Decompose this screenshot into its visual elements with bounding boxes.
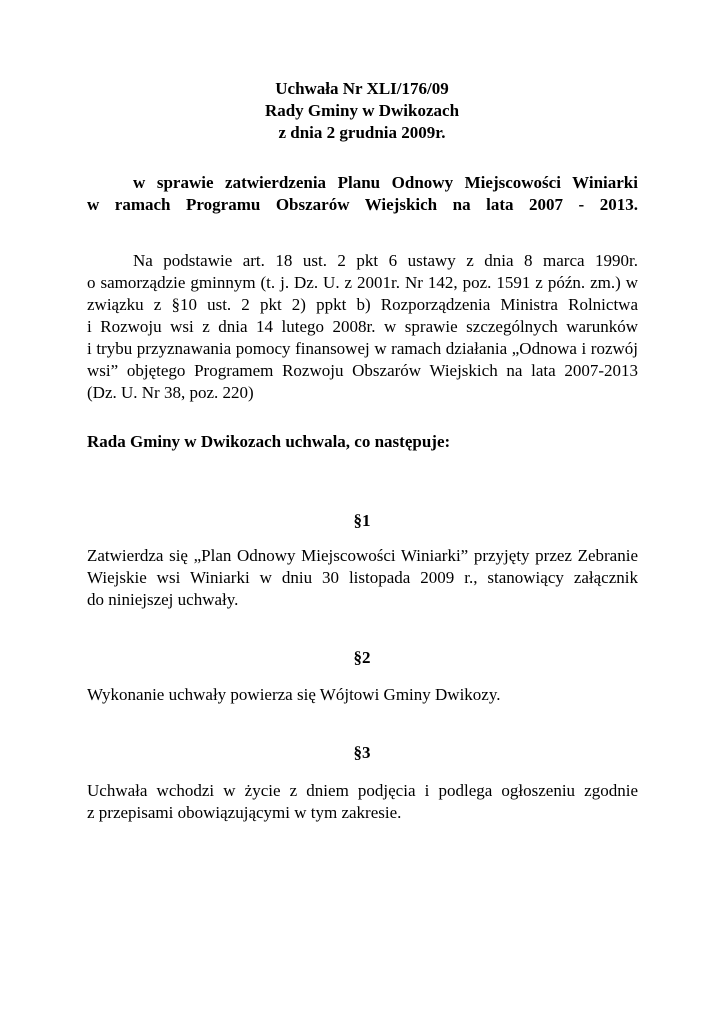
paragraph-line: Zatwierdza się „Plan Odnowy Miejscowości Winiarki” przyjęty przez Zebranie xyxy=(87,546,638,565)
legal-basis-line: i Rozwoju wsi z dnia 14 lutego 2008r. w sprawie szczególnych warunków xyxy=(87,317,638,336)
paragraph-line: Uchwała wchodzi w życie z dniem podjęcia i podlega ogłoszeniu zgodnie xyxy=(87,781,638,800)
legal-basis-line: i trybu przyznawania pomocy finansowej w ramach działania „Odnowa i rozwój xyxy=(87,339,638,358)
paragraph-line: Wykonanie uchwały powierza się Wójtowi Gminy Dwikozy. xyxy=(87,685,501,704)
resolution-subject xyxy=(87,172,638,216)
paragraph-2-heading: §2 xyxy=(353,648,371,667)
legal-basis-line: (Dz. U. Nr 38, poz. 220) xyxy=(87,383,254,402)
subject-line: w sprawie zatwierdzenia Planu Odnowy Miejscowości Winiarki xyxy=(133,173,638,192)
paragraph-1-text xyxy=(87,545,638,611)
legal-basis-line: związku z §10 ust. 2 pkt 2) ppkt b) Rozporządzenia Ministra Rolnictwa xyxy=(87,295,638,314)
paragraph-3-heading: §3 xyxy=(353,743,371,762)
paragraph-line: z przepisami obowiązującymi w tym zakresie. xyxy=(87,803,402,822)
legal-basis-line: wsi” objętego Programem Rozwoju Obszarów Wiejskich na lata 2007-2013 xyxy=(87,361,638,380)
legal-basis-line: Na podstawie art. 18 ust. 2 pkt 6 ustawy z dnia 8 marca 1990r. xyxy=(133,251,638,270)
subject-line: w ramach Programu Obszarów Wiejskich na lata 2007 - 2013. xyxy=(87,195,638,214)
paragraph-line: Wiejskie wsi Winiarki w dniu 30 listopada 2009 r., stanowiący załącznik xyxy=(87,568,638,587)
paragraph-1-heading: §1 xyxy=(353,511,371,530)
legal-basis xyxy=(87,250,638,404)
legal-basis-line: o samorządzie gminnym (t. j. Dz. U. z 2001r. Nr 142, poz. 1591 z późn. zm.) w xyxy=(87,273,638,292)
paragraph-line: do niniejszej uchwały. xyxy=(87,590,239,609)
paragraph-2-text xyxy=(87,684,638,706)
issuing-body: Rady Gminy w Dwikozach xyxy=(264,101,460,120)
resolution-intro: Rada Gminy w Dwikozach uchwala, co następuje: xyxy=(87,432,451,451)
resolution-date: z dnia 2 grudnia 2009r. xyxy=(278,123,446,142)
paragraph-3-text xyxy=(87,780,638,824)
resolution-number: Uchwała Nr XLI/176/09 xyxy=(275,79,449,98)
